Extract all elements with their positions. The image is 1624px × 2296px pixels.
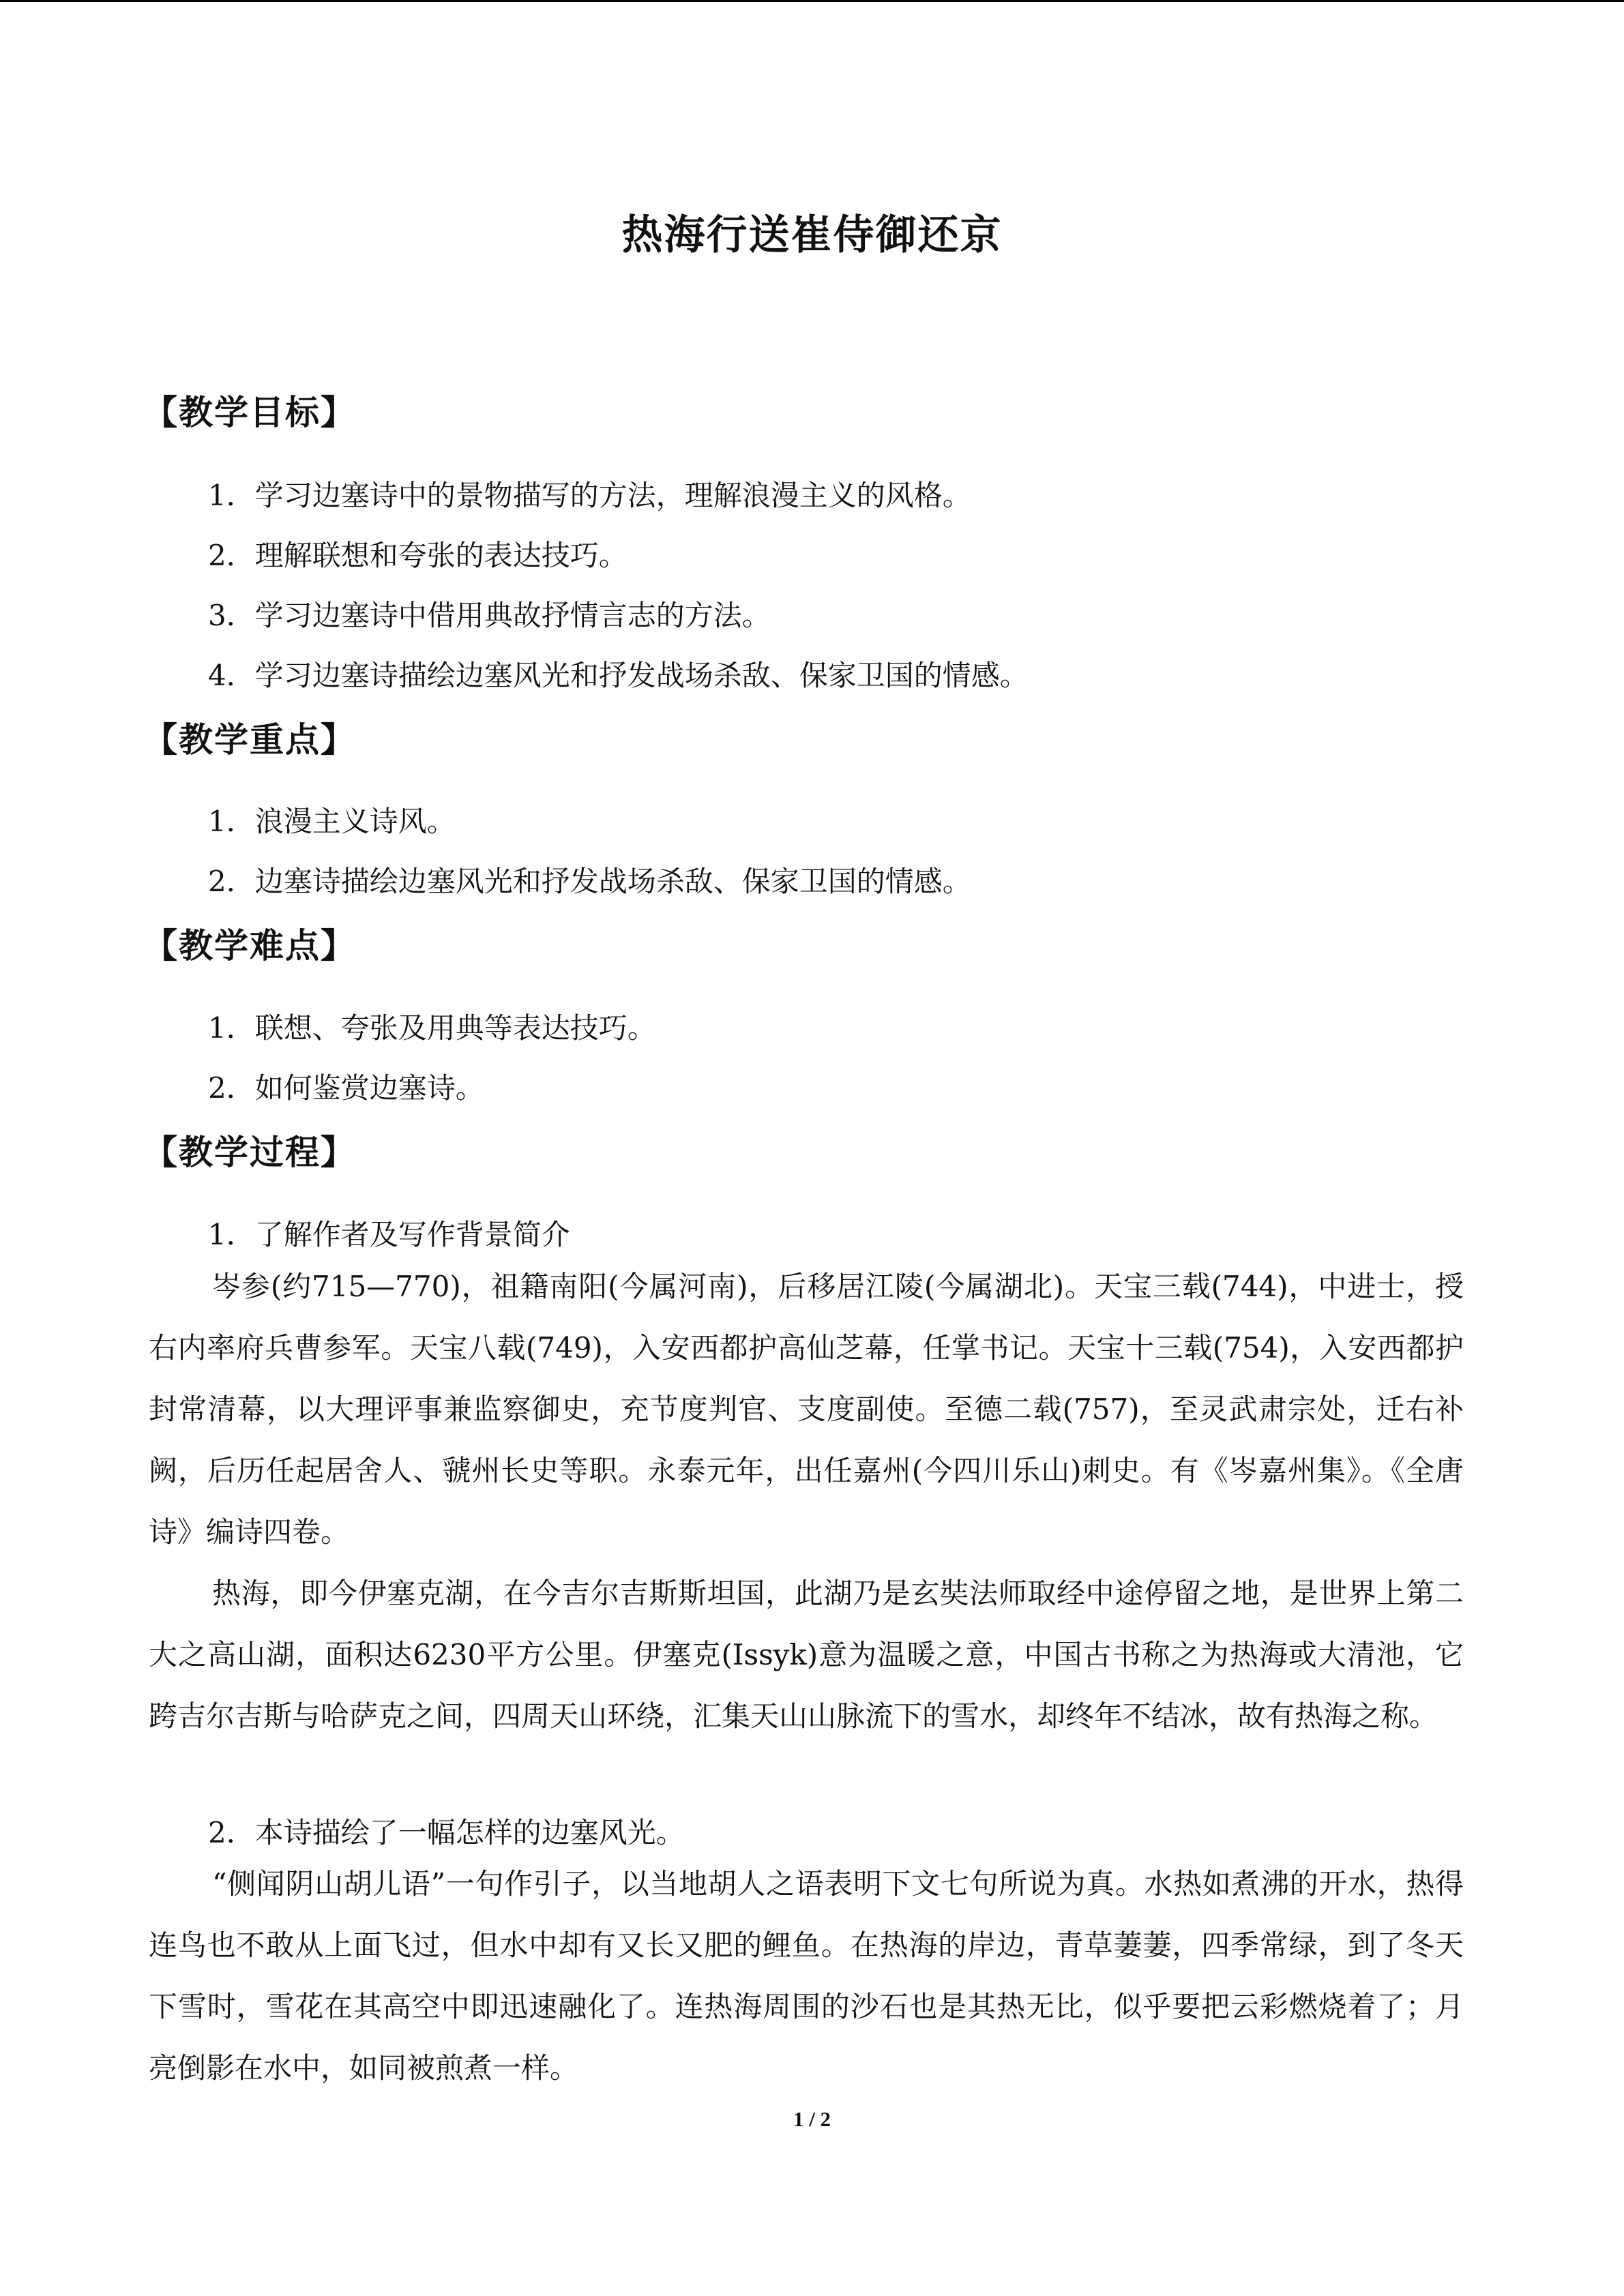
process-subheading-background: 1．了解作者及写作背景简介: [208, 1218, 570, 1251]
paragraph-rehai-intro: 热海，即今伊塞克湖，在今吉尔吉斯斯坦国，此湖乃是玄奘法师取经中途停留之地，是世界上第二大之高山湖，面积达6230平方公里。伊塞克(Issyk)意为温暖之意，中国古书称之为热海或大清池，它跨吉尔吉斯与哈萨克之间，四周天山环绕，汇集天山山脉流下的雪水，却终年不结冰，故有热海之称。: [149, 1577, 1464, 1733]
document-title: 热海行送崔侍御还京: [621, 211, 1003, 259]
key-point-item-1: 1．浪漫主义诗风。: [208, 805, 456, 838]
process-subheading-scenery: 2．本诗描绘了一幅怎样的边塞风光。: [208, 1816, 685, 1849]
section-heading-difficulties: 【教学难点】: [143, 926, 356, 966]
section-heading-objectives: 【教学目标】: [143, 393, 356, 432]
objective-item-2: 2．理解联想和夸张的表达技巧。: [208, 539, 628, 572]
difficulty-item-2: 2．如何鉴赏边塞诗。: [208, 1071, 484, 1105]
objective-item-4: 4．学习边塞诗描绘边塞风光和抒发战场杀敌、保家卫国的情感。: [208, 659, 1029, 692]
objective-item-3: 3．学习边塞诗中借用典故抒情言志的方法。: [208, 599, 771, 632]
section-heading-key-points: 【教学重点】: [143, 720, 356, 760]
objective-item-1: 1．学习边塞诗中的景物描写的方法，理解浪漫主义的风格。: [208, 479, 971, 512]
paragraph-author-intro: 岑参(约715—770)，祖籍南阳(今属河南)，后移居江陵(今属湖北)。天宝三载(744)，中进士，授右内率府兵曹参军。天宝八载(749)，入安西都护高仙芝幕，任掌书记。天宝十三载(754)，入安西都护封常清幕，以大理评事兼监察御史，充节度判官、支度副使。至德二载(757)，至灵武肃宗处，迁右补阙，后历任起居舍人、虢州长史等职。永泰元年，出任嘉州(今四川乐山)刺史。有《岑嘉州集》。《全唐诗》编诗四卷。: [149, 1270, 1464, 1549]
difficulty-item-1: 1．联想、夸张及用典等表达技巧。: [208, 1011, 656, 1045]
top-border-line: [0, 0, 1624, 2]
key-point-item-2: 2．边塞诗描绘边塞风光和抒发战场杀敌、保家卫国的情感。: [208, 865, 971, 898]
section-heading-process: 【教学过程】: [143, 1133, 356, 1172]
paragraph-scenery-analysis: “侧闻阴山胡儿语”一句作引子，以当地胡人之语表明下文七句所说为真。水热如煮沸的开水，热得连鸟也不敢从上面飞过，但水中却有又长又肥的鲤鱼。在热海的岸边，青草萋萋，四季常绿，到了冬天下雪时，雪花在其高空中即迅速融化了。连热海周围的沙石也是其热无比，似乎要把云彩燃烧着了；月亮倒影在水中，如同被煎煮一样。: [149, 1867, 1464, 2085]
page-number: 1 / 2: [793, 2107, 831, 2131]
